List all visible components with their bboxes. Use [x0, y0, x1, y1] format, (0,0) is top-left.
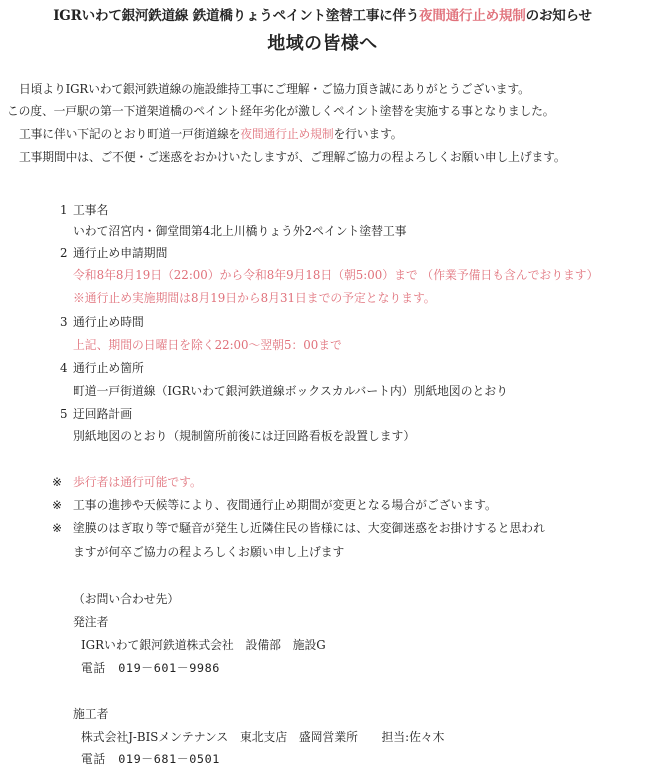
contact-heading: （お問い合わせ先） [73, 592, 180, 606]
contractor-label: 施工者 [73, 707, 109, 721]
notice-title [0, 4, 645, 24]
item-detail: ※通行止め実施期間は8月19日から8月31日までの予定となります。 [73, 291, 436, 305]
note-mark: ※ [52, 475, 62, 489]
item-number: 2 [60, 246, 68, 260]
note-schedule-change: 工事の進捗や天候等により、夜間通行止め期間が変更となる場合がございます。 [73, 498, 497, 512]
item-number: 3 [60, 315, 68, 329]
intro-p3-part-2: を行います。 [333, 127, 403, 141]
item-number: 1 [60, 203, 68, 217]
orderer-phone: 電話 019－601－9986 [81, 661, 221, 675]
note-mark: ※ [52, 521, 62, 535]
item-heading: 工事名 [73, 203, 109, 217]
orderer-name: IGRいわて銀河鉄道株式会社 設備部 施設G [81, 638, 326, 652]
note-noise-line-1: 塗膜のはぎ取り等で騒音が発生し近隣住民の皆様には、大変御迷惑をお掛けすると思われ [73, 521, 545, 535]
orderer-label: 発注者 [73, 615, 109, 629]
item-heading: 通行止め申請期間 [73, 246, 168, 260]
intro-paragraph-3 [19, 126, 402, 142]
note-mark: ※ [52, 498, 62, 512]
item-heading: 通行止め箇所 [73, 361, 144, 375]
title-part-1: IGRいわて銀河鉄道線 鉄道橋りょうペイント塗替工事に伴う [53, 8, 420, 24]
contractor-name: 株式会社J-BISメンテナンス 東北支店 盛岡営業所 担当:佐々木 [81, 730, 445, 744]
intro-paragraph-1: 日頃よりIGRいわて銀河鉄道線の施設維持工事にご理解・ご協力頂き誠にありがとうございます。 [19, 82, 530, 96]
title-part-2: のお知らせ [525, 8, 592, 24]
item-detail: 上記、期間の日曜日を除く22:00～翌朝5：00まで [73, 338, 342, 352]
item-detail: 別紙地図のとおり（規制箇所前後には迂回路看板を設置します） [73, 429, 416, 443]
note-noise-line-2: ますが何卒ご協力の程よろしくお願い申し上げます [73, 545, 345, 559]
item-detail: いわて沼宮内・御堂間第4北上川橋りょう外2ペイント塗替工事 [73, 224, 407, 238]
item-detail: 令和8年8月19日（22:00）から令和8年9月18日（朝5:00）まで （作業予備日も含んでおります） [73, 268, 599, 282]
intro-paragraph-2: この度、一戸駅の第一下道架道橋のペイント経年劣化が激しくペイント塗替を実施する事となりました。 [7, 104, 555, 118]
title-highlight: 夜間通行止め規制 [419, 8, 526, 24]
item-number: 5 [60, 407, 68, 421]
item-number: 4 [60, 361, 68, 375]
intro-paragraph-4: 工事期間中は、ご不便・ご迷惑をおかけいたしますが、ご理解ご協力の程よろしくお願い申し上げます。 [19, 150, 566, 164]
item-detail: 町道一戸街道線（IGRいわて銀河鉄道線ボックスカルバート内）別紙地図のとおり [73, 384, 508, 398]
item-heading: 迂回路計画 [73, 407, 132, 421]
notice-subtitle: 地域の皆様へ [267, 33, 378, 54]
intro-p3-highlight: 夜間通行止め規制 [240, 127, 334, 141]
contractor-phone: 電話 019－681－0501 [81, 752, 221, 766]
note-pedestrians: 歩行者は通行可能です。 [73, 475, 202, 489]
item-heading: 通行止め時間 [73, 315, 144, 329]
intro-p3-part-1: 工事に伴い下記のとおり町道一戸街道線を [19, 127, 241, 141]
